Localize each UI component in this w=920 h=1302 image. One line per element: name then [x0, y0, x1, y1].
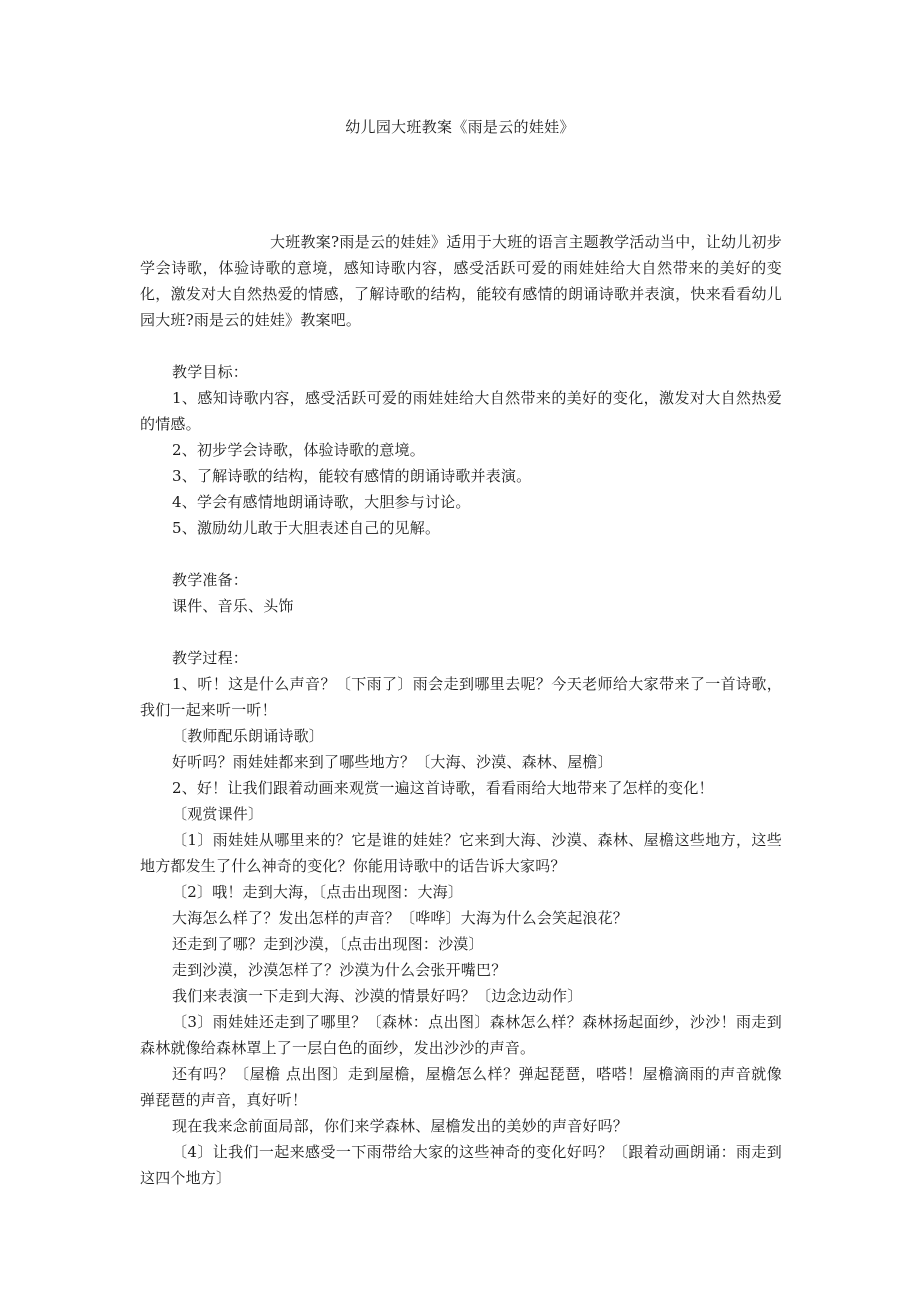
goal-item: 1、感知诗歌内容，感受活跃可爱的雨娃娃给大自然带来的美好的变化，激发对大自然热爱的情感。 [140, 389, 782, 433]
prep-heading: 教学准备： [172, 571, 249, 589]
process-step: 〔教师配乐朗诵诗歌〕 [172, 727, 325, 745]
process-step: 1、听！这是什么声音？〔下雨了〕雨会走到哪里去呢？今天老师给大家带来了一首诗歌，我们一起来听一听！ [140, 675, 782, 719]
document-title: 幼儿园大班教案《雨是云的娃娃》 [345, 118, 575, 136]
goal-item: 5、激励幼儿敢于大胆表述自己的见解。 [172, 519, 441, 537]
process-step: 2、好！让我们跟着动画来观赏一遍这首诗歌，看看雨给大地带来了怎样的变化！ [172, 779, 714, 797]
process-step: 〔观赏课件〕 [172, 805, 264, 823]
process-step: 〔2〕哦！走到大海，〔点击出现图：大海〕 [172, 883, 464, 901]
spacer [140, 333, 782, 359]
spacer [140, 619, 782, 645]
process-step: 大海怎么样了？发出怎样的声音？〔哗哗〕大海为什么会笑起浪花？ [172, 909, 629, 927]
prep-items: 课件、音乐、头饰 [172, 597, 294, 615]
goal-item: 4、学会有感情地朗诵诗歌，大胆参与讨论。 [172, 493, 471, 511]
process-step: 还有吗？〔屋檐 点出图〕走到屋檐，屋檐怎么样？弹起琵琶，嗒嗒！屋檐滴雨的声音就像弹琵琶的声音，真好听！ [140, 1065, 782, 1109]
intro-paragraph: 大班教案?雨是云的娃娃》适用于大班的语言主题教学活动当中，让幼儿初步学会诗歌，体验诗歌的意境，感知诗歌内容，感受活跃可爱的雨娃娃给大自然带来的美好的变化，激发对大自然热爱的情感，了解诗歌的结构，能较有感情的朗诵诗歌并表演，快来看看幼儿园大班?雨是云的娃娃》教案吧。 [140, 233, 782, 329]
goals-heading: 教学目标： [172, 363, 249, 381]
process-step: 〔1〕雨娃娃从哪里来的？它是谁的娃娃？它来到大海、沙漠、森林、屋檐这些地方，这些地方都发生了什么神奇的变化？你能用诗歌中的话告诉大家吗？ [140, 831, 782, 875]
process-step: 〔3〕雨娃娃还走到了哪里？〔森林：点出图〕森林怎么样？森林扬起面纱，沙沙！雨走到森林就像给森林罩上了一层白色的面纱，发出沙沙的声音。 [140, 1013, 782, 1057]
process-step: 好听吗？雨娃娃都来到了哪些地方？〔大海、沙漠、森林、屋檐〕 [172, 753, 613, 771]
goal-item: 3、了解诗歌的结构，能较有感情的朗诵诗歌并表演。 [172, 467, 532, 485]
process-step: 〔4〕让我们一起来感受一下雨带给大家的这些神奇的变化好吗？〔跟着动画朗诵：雨走到这四个地方〕 [140, 1143, 782, 1187]
process-step: 我们来表演一下走到大海、沙漠的情景好吗？〔边念边动作〕 [172, 987, 583, 1005]
process-step: 现在我来念前面局部，你们来学森林、屋檐发出的美妙的声音好吗？ [172, 1117, 629, 1135]
process-step: 走到沙漠，沙漠怎样了？沙漠为什么会张开嘴巴？ [172, 961, 507, 979]
process-heading: 教学过程： [172, 649, 249, 667]
goal-item: 2、初步学会诗歌，体验诗歌的意境。 [172, 441, 425, 459]
document-body [140, 229, 782, 1191]
process-step: 还走到了哪？走到沙漠，〔点击出现图：沙漠〕 [172, 935, 484, 953]
spacer [140, 541, 782, 567]
